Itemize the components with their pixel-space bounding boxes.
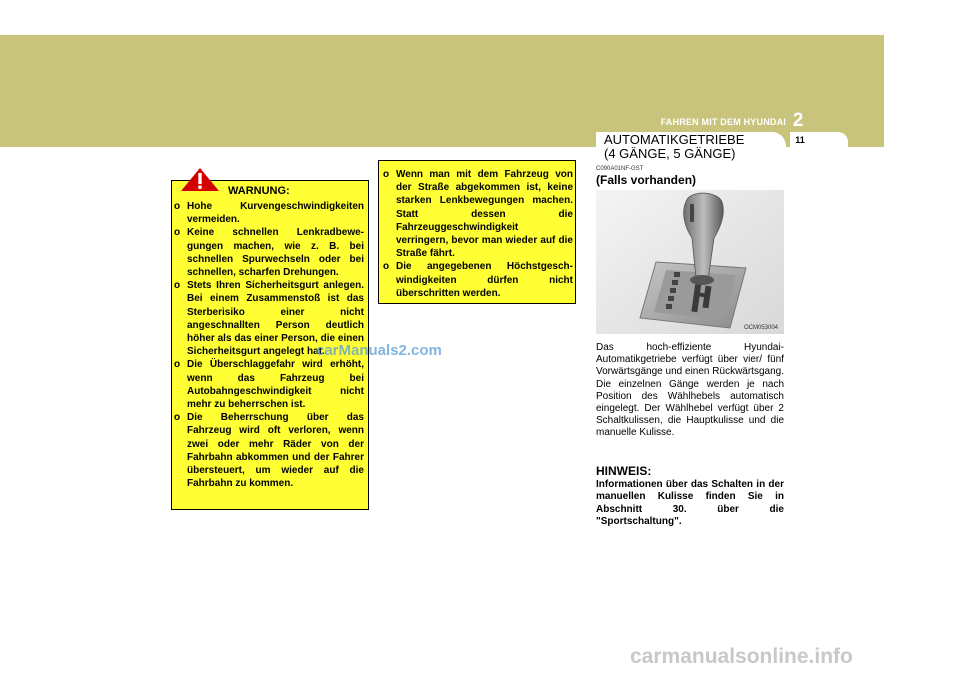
note-title: HINWEIS: <box>596 464 652 478</box>
list-item <box>174 358 364 411</box>
watermark-mid: carManuals2.com <box>316 342 442 359</box>
bullet: o <box>174 227 181 239</box>
warning-item-text: Die angegebenen Höchstgesch- windigkeiten dürfen nicht überschritten werden. <box>396 261 573 299</box>
list-item <box>174 200 364 226</box>
bullet: o <box>174 201 181 212</box>
warning-item-text: Die Überschlaggefahr wird erhöht, wenn das Fahrzeug bei Autobahngeschwindigkeit nicht mehr zu beherrschen ist. <box>187 359 364 411</box>
warning-continued-list <box>383 168 573 300</box>
bullet: o <box>174 280 181 292</box>
bullet: o <box>383 169 390 180</box>
bullet: o <box>174 359 181 371</box>
warning-item-text: Hohe Kurvengeschwindigkeiten vermeiden. <box>187 201 364 226</box>
photo-id: OCM053004 <box>744 325 779 331</box>
subheading: (Falls vorhanden) <box>596 173 697 187</box>
chapter-number: 2 <box>792 110 804 131</box>
warning-item-text: Keine schnellen Lenkradbewe- gungen machen, wie z. B. bei schnellen Spurwechseln oder bei schnellen, scharfen Drehungen. <box>187 227 364 279</box>
section-title <box>604 133 784 161</box>
bullet: o <box>383 261 390 273</box>
page-number: 11 <box>795 135 805 145</box>
list-item <box>174 226 364 279</box>
warning-item-text: Stets Ihren Sicherheitsgurt anlegen. Bei einem Zusammenstoß ist das Sterberisiko einer nicht angeschnallten Person deutlich höher als das einer Person, die einen Sicherheitsgurt angelegt hat. <box>187 280 364 358</box>
warning-item-text: Die Beherrschung über das Fahrzeug wird oft verloren, wenn zwei oder mehr Räder von der Fahrbahn abkommen und der Fahrer übersteuert, um wieder auf die Fahrbahn zu kommen. <box>187 412 364 490</box>
gear-shifter-photo <box>596 190 784 334</box>
gear-shifter-illustration <box>596 190 784 334</box>
warning-title: WARNUNG: <box>228 185 290 197</box>
body-text: Das hoch-effiziente Hyundai-Automatikgetriebe verfügt über vier/ fünf Vorwärtsgänge und einen Rückwärtsgang. Die einzelnen Gänge werden je nach Position des Wählhebels automatisch eingelegt. Der Wählhebel verfügt über 2 Schaltkulissen, die Hauptkulisse und die manuelle Kulisse. <box>596 342 784 439</box>
list-item <box>383 168 573 260</box>
header-band <box>0 35 884 147</box>
chapter-label: FAHREN MIT DEM HYUNDAI <box>660 117 786 127</box>
warning-triangle-icon <box>180 167 220 192</box>
section-title-line2: (4 GÄNGE, 5 GÄNGE) <box>604 146 736 161</box>
list-item <box>174 411 364 490</box>
watermark-bottom: carmanualsonline.info <box>630 645 853 668</box>
warning-item-text: Wenn man mit dem Fahrzeug von der Straße abgekommen ist, keine starken Lenkbewegungen machen. Statt dessen die Fahrzeuggeschwindigkeit verringern, bevor man wieder auf die Straße fährt. <box>396 169 573 260</box>
note-text: Informationen über das Schalten in der manuellen Kulisse finden Sie in Abschnitt 30. über die "Sportschaltung". <box>596 479 784 528</box>
section-title-line1: AUTOMATIKGETRIEBE <box>604 132 745 147</box>
section-code: C090A01NF-GST <box>596 166 644 172</box>
list-item <box>383 260 573 300</box>
bullet: o <box>174 412 181 424</box>
